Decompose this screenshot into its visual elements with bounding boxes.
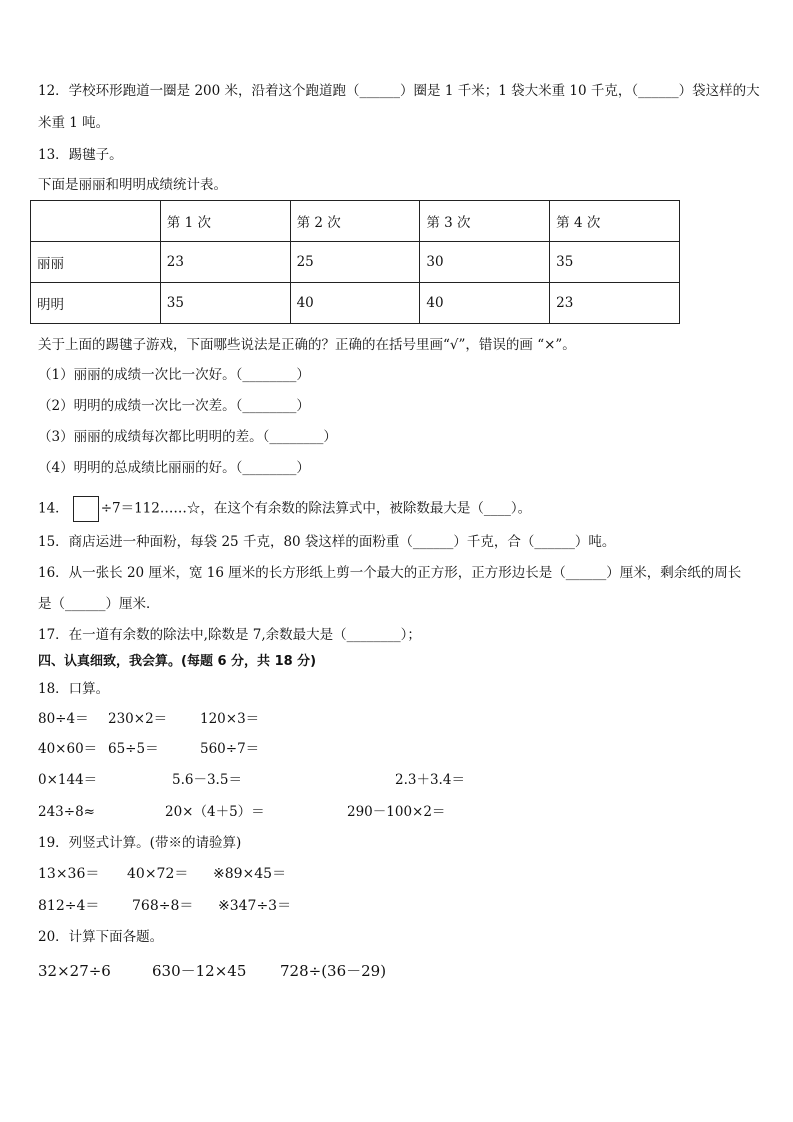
table-cell: 23 <box>550 283 680 324</box>
table-cell: 35 <box>160 283 290 324</box>
table-cell: 30 <box>420 242 550 283</box>
vertical-calc-item: ※89×45＝ <box>213 866 287 882</box>
calc-item: 630－12×45 <box>152 962 247 980</box>
table-header-cell <box>31 201 161 242</box>
q16-line1: 16．从一张长 20 厘米，宽 16 厘米的长方形纸上剪一个最大的正方形，正方形边长是（______）厘米，剩余纸的周长 <box>38 565 742 581</box>
oral-calc-item: 0×144＝ <box>38 772 98 788</box>
table-header-cell: 第 3 次 <box>420 201 550 242</box>
score-table <box>30 200 680 324</box>
table-cell: 35 <box>550 242 680 283</box>
q14-number: 14． <box>38 500 69 517</box>
q18-title: 18．口算。 <box>38 681 110 697</box>
q16-line2: 是（______）厘米． <box>38 596 160 612</box>
table-cell: 25 <box>290 242 420 283</box>
oral-calc-item: 65÷5＝ <box>108 741 159 757</box>
oral-calc-item: 20×（4＋5）＝ <box>165 804 265 820</box>
vertical-calc-item: 13×36＝ <box>38 866 100 882</box>
oral-calc-item: 80÷4＝ <box>38 711 89 727</box>
table-cell: 丽丽 <box>31 242 161 283</box>
q20-title: 20．计算下面各题。 <box>38 929 164 945</box>
calc-item: 728÷(36－29) <box>280 962 387 980</box>
table-header-cell: 第 2 次 <box>290 201 420 242</box>
oral-calc-item: 243÷8≈ <box>38 804 95 820</box>
table-header-row <box>31 201 680 242</box>
q19-title: 19．列竖式计算。(带※的请验算) <box>38 835 242 851</box>
oral-calc-item: 40×60＝ <box>38 741 98 757</box>
q13-title: 13．踢毽子。 <box>38 147 123 163</box>
table-cell: 40 <box>420 283 550 324</box>
vertical-calc-item: 812÷4＝ <box>38 898 100 914</box>
q13-question: 关于上面的踢毽子游戏，下面哪些说法是正确的？正确的在括号里画“√”，错误的画 “×”。 <box>38 337 576 353</box>
q14 <box>38 496 531 522</box>
table-row <box>31 242 680 283</box>
q13-item: （1）丽丽的成绩一次比一次好。（________） <box>38 367 310 383</box>
table-cell: 40 <box>290 283 420 324</box>
calc-item: 32×27÷6 <box>38 962 111 980</box>
answer-box[interactable] <box>73 496 99 522</box>
vertical-calc-item: 768÷8＝ <box>132 898 194 914</box>
q15: 15．商店运进一种面粉，每袋 25 千克，80 袋这样的面粉重（______）千克，合（______）吨。 <box>38 534 616 550</box>
q13-item: （4）明明的总成绩比丽丽的好。（________） <box>38 460 310 476</box>
q12-line2: 米重 1 吨。 <box>38 115 110 131</box>
oral-calc-item: 230×2＝ <box>108 711 168 727</box>
table-cell: 明明 <box>31 283 161 324</box>
table-header-cell: 第 4 次 <box>550 201 680 242</box>
table-cell: 23 <box>160 242 290 283</box>
oral-calc-item: 290－100×2＝ <box>347 804 446 820</box>
table-header-cell: 第 1 次 <box>160 201 290 242</box>
q14-text: ÷7＝112……☆，在这个有余数的除法算式中，被除数最大是（____）。 <box>100 500 532 517</box>
oral-calc-item: 2.3＋3.4＝ <box>395 772 465 788</box>
q12-line1: 12．学校环形跑道一圈是 200 米，沿着这个跑道跑（______）圈是 1 千米；1 袋大米重 10 千克，（______）袋这样的大 <box>38 83 760 99</box>
table-row <box>31 283 680 324</box>
q17: 17．在一道有余数的除法中,除数是 7,余数最大是（________）； <box>38 627 421 643</box>
vertical-calc-item: ※347÷3＝ <box>218 898 292 914</box>
vertical-calc-item: 40×72＝ <box>127 866 189 882</box>
q13-item: （2）明明的成绩一次比一次差。（________） <box>38 398 310 414</box>
oral-calc-item: 5.6－3.5＝ <box>172 772 242 788</box>
oral-calc-item: 560÷7＝ <box>200 741 260 757</box>
q13-intro: 下面是丽丽和明明成绩统计表。 <box>38 177 227 193</box>
section-heading: 四、认真细致，我会算。(每题 6 分，共 18 分) <box>38 654 317 669</box>
oral-calc-item: 120×3＝ <box>200 711 260 727</box>
q13-item: （3）丽丽的成绩每次都比明明的差。（________） <box>38 429 337 445</box>
